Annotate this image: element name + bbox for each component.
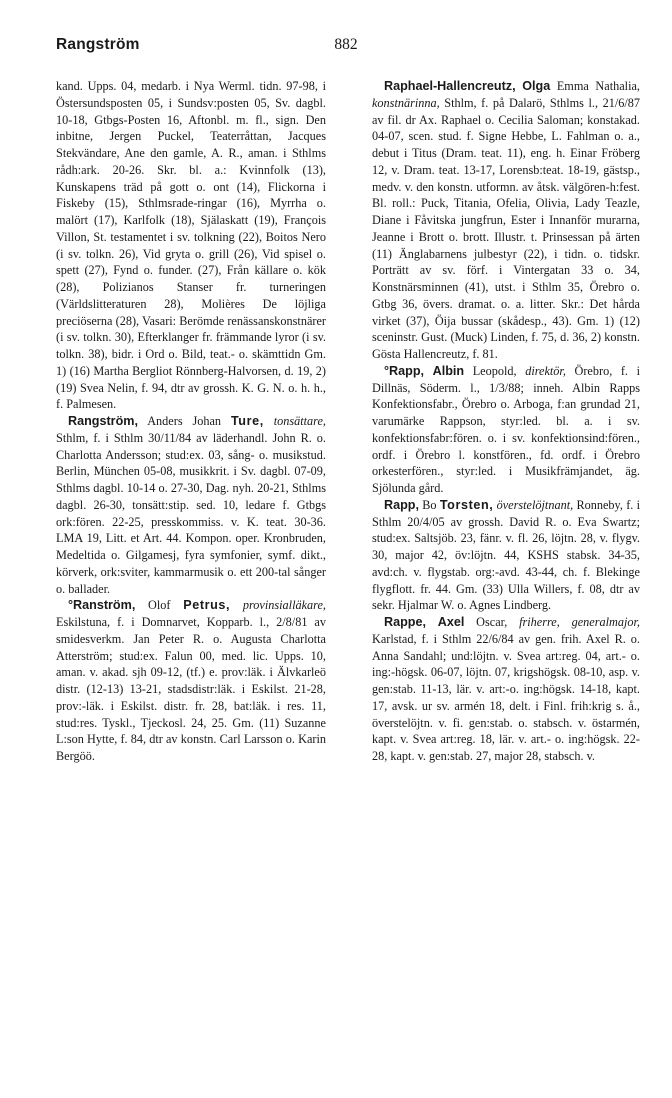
entry-callname: Albin (432, 363, 465, 378)
entry-callname: Torsten, (439, 497, 494, 512)
entry-surname: Rangström, (68, 414, 138, 428)
entry-given-names: Emma Nathalia, (556, 79, 640, 93)
running-head: Rangström (56, 36, 140, 53)
entry-surname: °Ranström, (68, 598, 136, 613)
entry-continuation (56, 78, 326, 413)
entry-callname: Olga (522, 79, 551, 93)
entry-rangstrom-ture (56, 413, 326, 597)
entry-given-names: Oscar, (476, 615, 508, 629)
entry-ranstrom-petrus (56, 597, 326, 765)
entry-text: Örebro, f. i Dillnäs, Söderm. l., 1/3/88; inneh. Albin Rapps Konfektionsfabr., Örebro o. Arboga, f:an grundad 21, varumärke Rappson, styr:led. bl. a. i sv. konfektionsfabr:fören. o. i sv. konfektionsind:fören., ordf. i Örebro l. konstfören., fd. ordf. i Örebro orkesterfören., styr:led. i Musikfrämjandet, äg. Sjölunda gård. (372, 363, 640, 495)
entry-surname: °Rapp, (384, 363, 425, 378)
entry-surname: Rappe, Axel (384, 615, 465, 629)
right-column (372, 78, 640, 765)
entry-given-names: Leopold, (472, 363, 517, 378)
entry-surname: Raphael-Hallencreutz, (384, 79, 516, 93)
entry-text: Ronneby, f. i Sthlm 20/4/05 av grossh. David R. o. Eva Swartz; stud:ex. Saltsjöb. 23, fänr. v. fl. 26, löjtn. 28, v. flygv. 30, major 42, öv:löjtn. 44, KSHS stabsk. 34-35, avd:ch. v. flygstab. org:-avd. 43-44, ch. f. Blekinge flygflott. fr. 44. Gm. (33) Ulla Willers, f. 08, dtr av sekr. Hjalmar W. o. Agnes Lindberg. (372, 497, 641, 613)
entry-text: Sthlm, f. på Dalarö, Sthlms l., 21/6/87 av fil. dr Ax. Raphael o. Cecilia Saloman; konstakad. 04-07, scen. stud. f. Signe Hebbe, L. Fahlman o. a., debut i Titus (Dram. teat. 11), eng. h. Einar Fröberg 12, v. Dram. teat. 13-17, Lorensb:teat. 18-19, gästsp., medv. v. den konstn. utformn. av åtsk. välgören-h:fest. Bl. roll.: Puck, Titania, Ofelia, Olivia, Lady Teazle, Diane i Fåvitska jungfrun, Ester i Innanför murarna, Jeanne i Brott o. brott. Illustr. t. Prinsessan på ärten (11) Änglabarnens julbestyr (22), i tidn. o. tidskr. Porträtt av sv. förf. i Vintergatan 33 o. 34, Konstnärsminnen (41), utst. i Sthlm 35, Örebro o. Gtbg 36, övers. dramat. o. a. litter. Skr.: Det hårda virket (37), Öija bussar (skådesp., 43). Gm. 1) (12) sceninstr. Gust. (Muck) Linden, f. 75, d. 36, 2) konstn. Gösta Hallencreutz, f. 81. (372, 95, 641, 361)
entry-text: kand. Upps. 04, medarb. i Nya Werml. tidn. 97-98, i Östersundsposten 05, i Sundsv:posten 05, Sv. dagbl. 10-18, Gtbgs-Posten 16, Aftonbl. m. fl., sign. Den inbitne, Jergen Puckel, Teaterråttan, Jacques Stekvändare, Ane den gamle, A. R., aman. i Sthlms rådh:ark. 20-26. Skr. bl. a.: Kvinnfolk (13), Kunskapens träd på gott o. ont (14), Flickorna i Fiskeby (15), Sthlmsrade-ringar (16), Myrrha o. malört (17), Karlfolk (18), Själaskatt (19), François Villon, St. testamentet i sv. tolkning (22), Boitos Nero (i sv. tolkn. 26), Vid gryta o. grill (26), Vid spisel o. spett (27), Fynd o. funder. (27), Från källare o. kök (28), Polizianos Stanser fr. turneringen (Världslitteraturen 28), Molières De löjliga preciöserna (28), Vasari: Berömde renässanskonstnärer (i sv. tolkn. 30), Efterklanger fr. främmande lyror (i sv. tolkn. 38), bidr. i Ord o. Bild, teat.- o. skämttidn Gm. 1) (16) Martha Bergliot Rönnberg-Halvorsen, d. 19, 2) (19) Svea Nelin, f. 94, dtr av grossh. K. G. N. o. h. h., f. Palmesen. (56, 79, 326, 412)
entry-surname: Rapp, (384, 497, 419, 512)
entry-rapp-torsten (372, 497, 640, 614)
entry-occupation: provinsialläkare, (242, 598, 326, 613)
entry-text: Eskilstuna, f. i Domnarvet, Kopparb. l., 2/8/81 av smidesverkm. Jan Peter R. o. Augusta Charlotta Atterström; stud:ex. Falun 00, med. lic. Upps. 10, aman. v. akad. sjh 09-12, (tf.) e. prov:läk. i Älvkarleö distr. (12-13) 13-21, stadsdistr:läk. i Eskilst. 21-28, prov:-läk. i Eskilst. distr. fr. 28, bat:läk. i res. 11, stud:res. Tyskl., Tjeckosl. 24, 25. Gm. (11) Suzanne L:son Hytte, f. 84, dtr av konstn. Carl Larsson o. Karin Bergöö. (56, 615, 326, 763)
entry-occupation: direktör, (525, 363, 566, 378)
entry-text: Karlstad, f. i Sthlm 22/6/84 av gen. frih. Axel R. o. Anna Sandahl; und:löjtn. v. Svea art:reg. 04, art.- o. ing:-högsk. 06-07, löjtn. 07, krigshögsk. 08-10, asp. v. gen:stab. 11-13, lär. v. art:-o. ing:högsk. 14-18, kapt. 17, avsk. ur sv. armén 18, delt. i Finl. frih:krig s. å., överstelöjtn. v. fi. gen:stab. o. stabsch. v. östarmén, kapt. v. Svea art:reg. 18, lär. v. art.- o. ing:högsk. 22-28, kapt. v. gen:stab. 27, major 28, stabsch. v. (372, 631, 640, 763)
entry-given-names: Anders Johan (147, 414, 222, 428)
entry-rappe-axel (372, 614, 640, 765)
entry-occupation: friherre, generalmajor, (519, 615, 640, 629)
page-header (56, 36, 636, 60)
page-number: 882 (334, 36, 358, 53)
entry-occupation: konstnärinna, (372, 95, 440, 110)
entry-raphael-hallencreutz (372, 78, 640, 363)
entry-occupation: överstelöjtnant, (496, 497, 574, 512)
entry-given-names: Olof (148, 598, 171, 613)
entry-occupation: tonsättare, (273, 414, 326, 428)
entry-callname: Ture, (230, 414, 264, 428)
entry-callname: Petrus, (183, 598, 231, 613)
entry-text: Sthlm, f. i Sthlm 30/11/84 av läderhandl. John R. o. Charlotta Andersson; stud:ex. 03, sång- o. musikstud. Berlin, München 05-08, musikkrit. i Sv. dagbl. 07-09, Sthlms dagbl. 10-14 o. 27-30, Dag. nyh. 20-21, Sthlms dagbl. 26-30, tonsätt:stip. sed. 10, ledare f. Gtbgs ork:fören. 22-25, presskommiss. v. K. teat. 30-36. LMA 19, Litt. et Art. 44. Kompon. oper. Kronbruden, Medeltida o. Gilgamesj, fyra symfonier, symf. dikt., körverk, ork:sviter, kammarmusik o. ett 200-tal sånger o. ballader. (56, 430, 326, 596)
left-column (56, 78, 326, 765)
entry-given-names: Bo (422, 497, 437, 512)
entry-rapp-albin (372, 363, 640, 497)
